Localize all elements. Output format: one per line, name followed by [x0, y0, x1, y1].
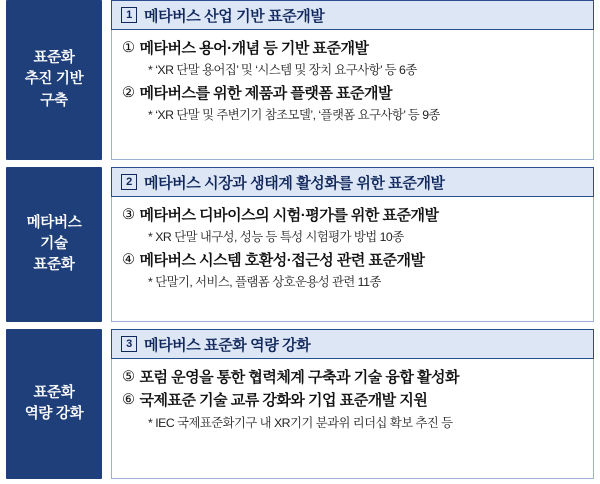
block-1-side-line-3: 구축: [40, 92, 68, 109]
block-3-header-text: 메타버스 표준화 역량 강화: [144, 336, 311, 354]
item-note-3: * XR 단말 내구성, 성능 등 특성 시험평가 방법 10종: [148, 230, 404, 245]
block-2-side-line-2: 기술: [40, 235, 68, 252]
block-1-header-text: 메타버스 산업 기반 표준개발: [144, 7, 325, 25]
block-3-header-number: 3: [121, 336, 137, 352]
block-1-header: [111, 0, 594, 30]
block-gap-2: [0, 322, 600, 329]
block-1-content: [111, 30, 594, 160]
block-3-side-line-2: 역량 강화: [24, 406, 84, 422]
item-text-6: 국제표준 기술 교류 강화와 기업 표준개발 지원: [139, 392, 428, 410]
strategy-block-1: [0, 0, 600, 160]
list-item: [122, 251, 585, 271]
block-3-side-line-1: 표준화: [33, 384, 75, 401]
item-marker-6: ⑥: [122, 392, 135, 409]
item-text-4: 메타버스 시스템 호환성·접근성 관련 표준개발: [139, 251, 425, 269]
item-text-5: 포럼 운영을 통한 협력체계 구축과 기술 융합 활성화: [139, 369, 459, 386]
item-marker-2: ②: [122, 84, 135, 101]
block-2-body: [111, 167, 594, 322]
block-gap-1: [0, 160, 600, 167]
list-item: [122, 84, 585, 104]
block-3-side-label: [6, 329, 102, 479]
list-item: [122, 368, 585, 388]
block-1-body: [111, 0, 594, 160]
list-item: [122, 391, 585, 411]
block-1-side-label: [6, 0, 102, 160]
strategy-block-3: [0, 329, 600, 479]
item-marker-1: ①: [122, 40, 135, 56]
block-2-header: [111, 167, 594, 197]
item-text-2: 메타버스를 위한 제품과 플랫폼 표준개발: [139, 84, 393, 102]
block-2-side-line-1: 메타버스: [26, 214, 82, 231]
block-3-header: [111, 329, 594, 359]
list-item: [122, 39, 585, 59]
item-marker-5: ⑤: [122, 369, 135, 385]
block-2-side-line-3: 표준화: [33, 257, 75, 273]
block-2-header-text: 메타버스 시장과 생태계 활성화를 위한 표준개발: [144, 174, 445, 192]
item-text-3: 메타버스 디바이스의 시험·평가를 위한 표준개발: [139, 207, 439, 224]
item-note-6: * IEC 국제표준화기구 내 XR기기 분과위 리더십 확보 추진 등: [148, 415, 453, 430]
item-marker-3: ③: [122, 207, 135, 223]
strategy-block-2: [0, 167, 600, 322]
item-note-1: * ‘XR 단말 용어집’ 및 ‘시스템 및 장치 요구사항’ 등 6종: [148, 63, 417, 78]
block-2-side-label: [6, 167, 102, 322]
block-3-content: [111, 359, 594, 479]
item-text-1: 메타버스 용어·개념 등 기반 표준개발: [139, 40, 369, 57]
item-marker-4: ④: [122, 251, 135, 268]
block-3-body: [111, 329, 594, 479]
block-1-side-line-2: 추진 기반: [24, 71, 84, 88]
block-1-side-line-1: 표준화: [33, 50, 75, 67]
list-item: [122, 206, 585, 226]
item-note-2: * ‘XR 단말 및 주변기기 참조모델’, ‘플랫폼 요구사항’ 등 9종: [148, 108, 440, 123]
block-2-header-number: 2: [121, 174, 137, 190]
block-2-content: [111, 197, 594, 322]
item-note-4: * 단말기, 서비스, 플램폼 상호운용성 관련 11종: [148, 275, 381, 290]
block-1-header-number: 1: [121, 7, 137, 23]
